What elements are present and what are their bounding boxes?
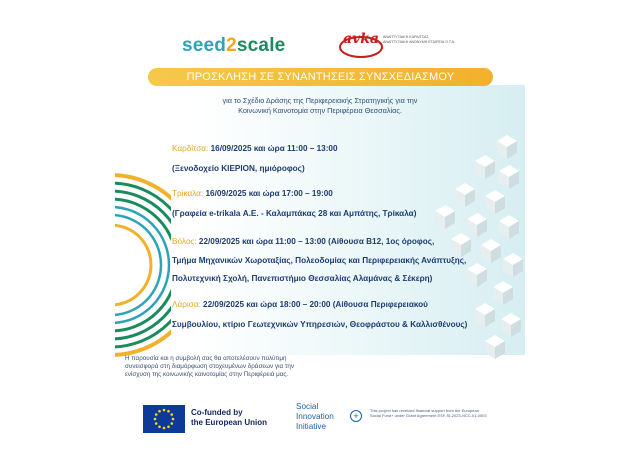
eu-line1: Co-funded by — [191, 408, 243, 417]
closing-line2: συνεισφορά στη διαμόρφωση στοχευμένων δράσεων για την — [125, 363, 295, 370]
eu-flag-icon — [143, 405, 185, 433]
funding-line2: Social Fund+ under Grant Agreement ESF-SI-2023-NCC-01-0003 — [370, 413, 487, 419]
avka-logo-subtitle — [383, 35, 458, 45]
event-city: Καρδίτσα: — [172, 144, 209, 153]
event-city: Λάρισα: — [172, 300, 201, 309]
sii-line3: Initiative — [296, 422, 327, 431]
event-datetime: 22/09/2025 και ώρα 18:00 – 20:00 (Αίθουσα Περιφερειακού — [200, 300, 428, 309]
event-volos — [172, 236, 466, 285]
sii-line1: Social — [296, 402, 319, 411]
event-trikala — [172, 188, 416, 219]
invitation-poster — [115, 25, 525, 450]
event-venue-line3: Πολυτεχνική Σχολή, Πανεπιστήμιο Θεσσαλίας Αλαμάνας & Σέκερη) — [172, 274, 433, 283]
subtitle-line1: για το Σχέδιο Δράσης της Περιφερειακής Στρατηγικής για την — [222, 96, 418, 105]
seed2scale-part3: scale — [236, 35, 286, 56]
event-venue: (Γραφεία e-trikala Α.Ε. - Καλαμπάκας 28 και Αμπάτης, Τρίκαλα) — [172, 208, 417, 218]
funding-line1: This project has received financial support from the European — [370, 408, 479, 413]
event-datetime: 22/09/2025 και ώρα 11:00 – 13:00 (Αίθουσα Β12, 1ος όροφος, — [196, 237, 435, 246]
plus-circle-icon: + — [350, 410, 362, 422]
funding-disclaimer — [370, 408, 520, 418]
title-banner: ΠΡΟΣΚΛΗΣΗ ΣΕ ΣΥΝΑΝΤΗΣΕΙΣ ΣΥΝΣΧΕΔΙΑΣΜΟΥ — [148, 68, 493, 86]
decorative-arcs — [115, 165, 171, 365]
event-city: Τρίκαλα: — [172, 189, 204, 198]
seed2scale-part2: 2 — [226, 35, 237, 56]
seed2scale-part1: seed — [182, 35, 227, 56]
eu-line2: the European Union — [191, 418, 267, 427]
sii-line2: Innovation — [296, 412, 334, 421]
social-innovation-initiative-logo — [296, 402, 334, 432]
event-city: Βόλος: — [172, 237, 197, 246]
avka-sub-line2: ΑΝΑΠΤΥΞΙΑΚΗ ΑΝΩΝΥΜΗ ΕΤΑΙΡΕΙΑ Ο.Τ.Α. — [383, 40, 456, 44]
avka-sub-line1: ΑΝΑΠΤΥΞΙΑΚΗ ΚΑΡΔΙΤΣΑΣ — [383, 35, 429, 39]
event-venue-line2: Τμήμα Μηχανικών Χωροταξίας, Πολεοδομίας και Περιφερειακής Ανάπτυξης, — [172, 255, 467, 265]
seed2scale-logo — [182, 35, 285, 57]
event-datetime: 16/09/2025 και ώρα 17:00 – 19:00 — [203, 189, 333, 198]
event-karditsa — [172, 143, 338, 174]
avka-logo-word: avka — [343, 31, 379, 47]
event-venue: Συμβουλίου, κτίριο Γεωτεχνικών Υπηρεσιών, Θεοφράστου & Καλλισθένους) — [172, 319, 468, 329]
closing-line1: Η παρουσία και η συμβολή σας θα αποτελέσουν πολύτιμη — [125, 355, 287, 362]
closing-line3: ενίσχυση της κοινωνικής καινοτομίας στην Περιφέρειά μας. — [125, 371, 289, 378]
subtitle-line2: Κοινωνική Καινοτομία στην Περιφέρεια Θεσσαλίας. — [238, 106, 402, 115]
event-venue: (Ξενοδοχείο ΚΙΕΡΙΟΝ, ημιόροφος) — [172, 163, 305, 173]
eu-cofunded-text — [191, 408, 267, 428]
subtitle — [165, 96, 475, 116]
event-datetime: 16/09/2025 και ώρα 11:00 – 13:00 — [208, 144, 338, 153]
event-larisa — [172, 299, 467, 330]
closing-paragraph — [125, 355, 415, 379]
